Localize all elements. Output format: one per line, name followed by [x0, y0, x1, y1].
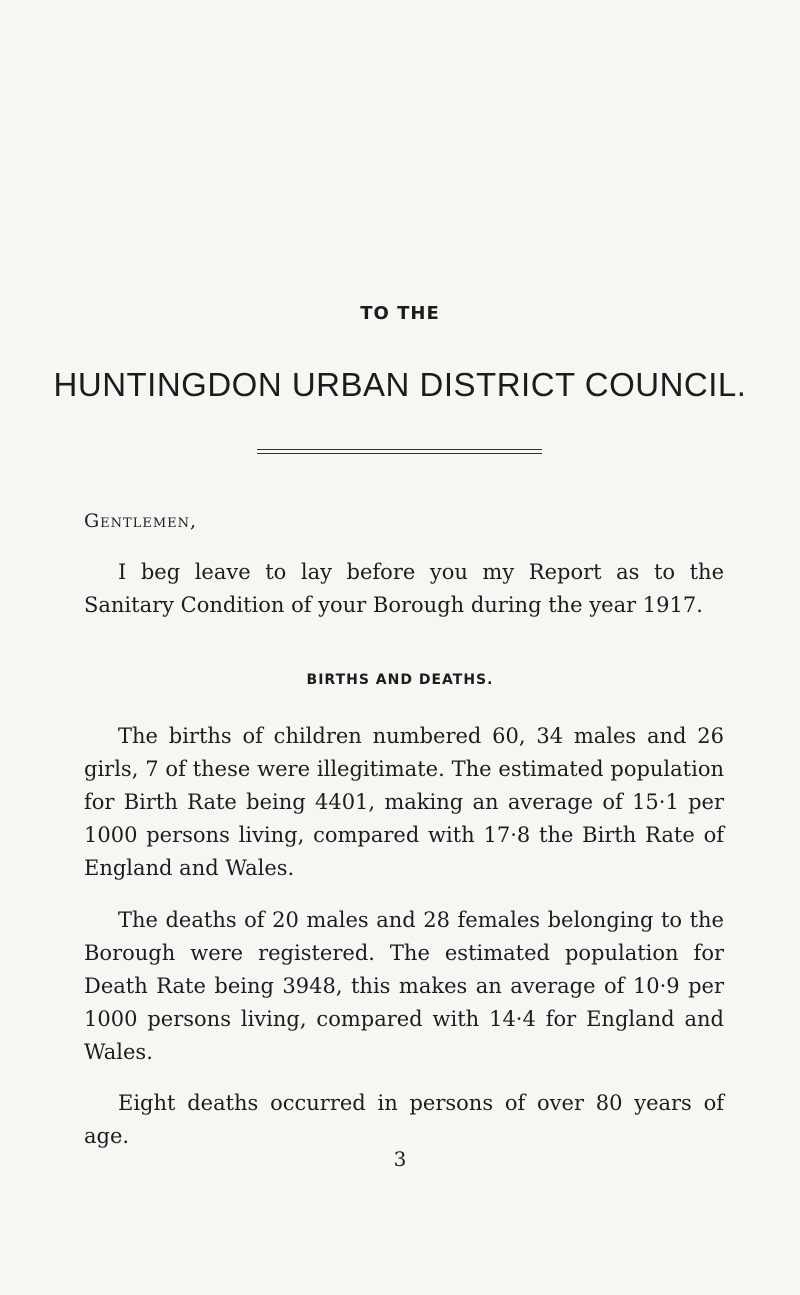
section-heading-births-deaths: BIRTHS AND DEATHS. [306, 672, 494, 688]
to-the-line: TO THE [360, 303, 440, 324]
double-rule-divider [257, 449, 542, 454]
deaths-paragraph: The deaths of 20 males and 28 females belonging to the Borough were registered. The estimated population for Death Rate being 3948, this makes an average of 10·9 per 1000 persons living, compared with 14·4 for England and Wales. [84, 908, 724, 1064]
council-title: HUNTINGDON URBAN DISTRICT COUNCIL. [53, 366, 747, 403]
intro-paragraph: I beg leave to lay before you my Report as to the Sanitary Condition of your Borough during the year 1917. [84, 560, 724, 617]
salutation: Gentlemen, [84, 510, 198, 532]
births-paragraph: The births of children numbered 60, 34 males and 26 girls, 7 of these were illegitimate. The estimated population for Birth Rate being 4401, making an average of 15·1 per 1000 persons living, compared with 17·8 the Birth Rate of England and Wales. [84, 724, 724, 880]
page-number: 3 [393, 1147, 407, 1171]
elderly-deaths-paragraph: Eight deaths occurred in persons of over 80 years of age. [84, 1091, 724, 1148]
